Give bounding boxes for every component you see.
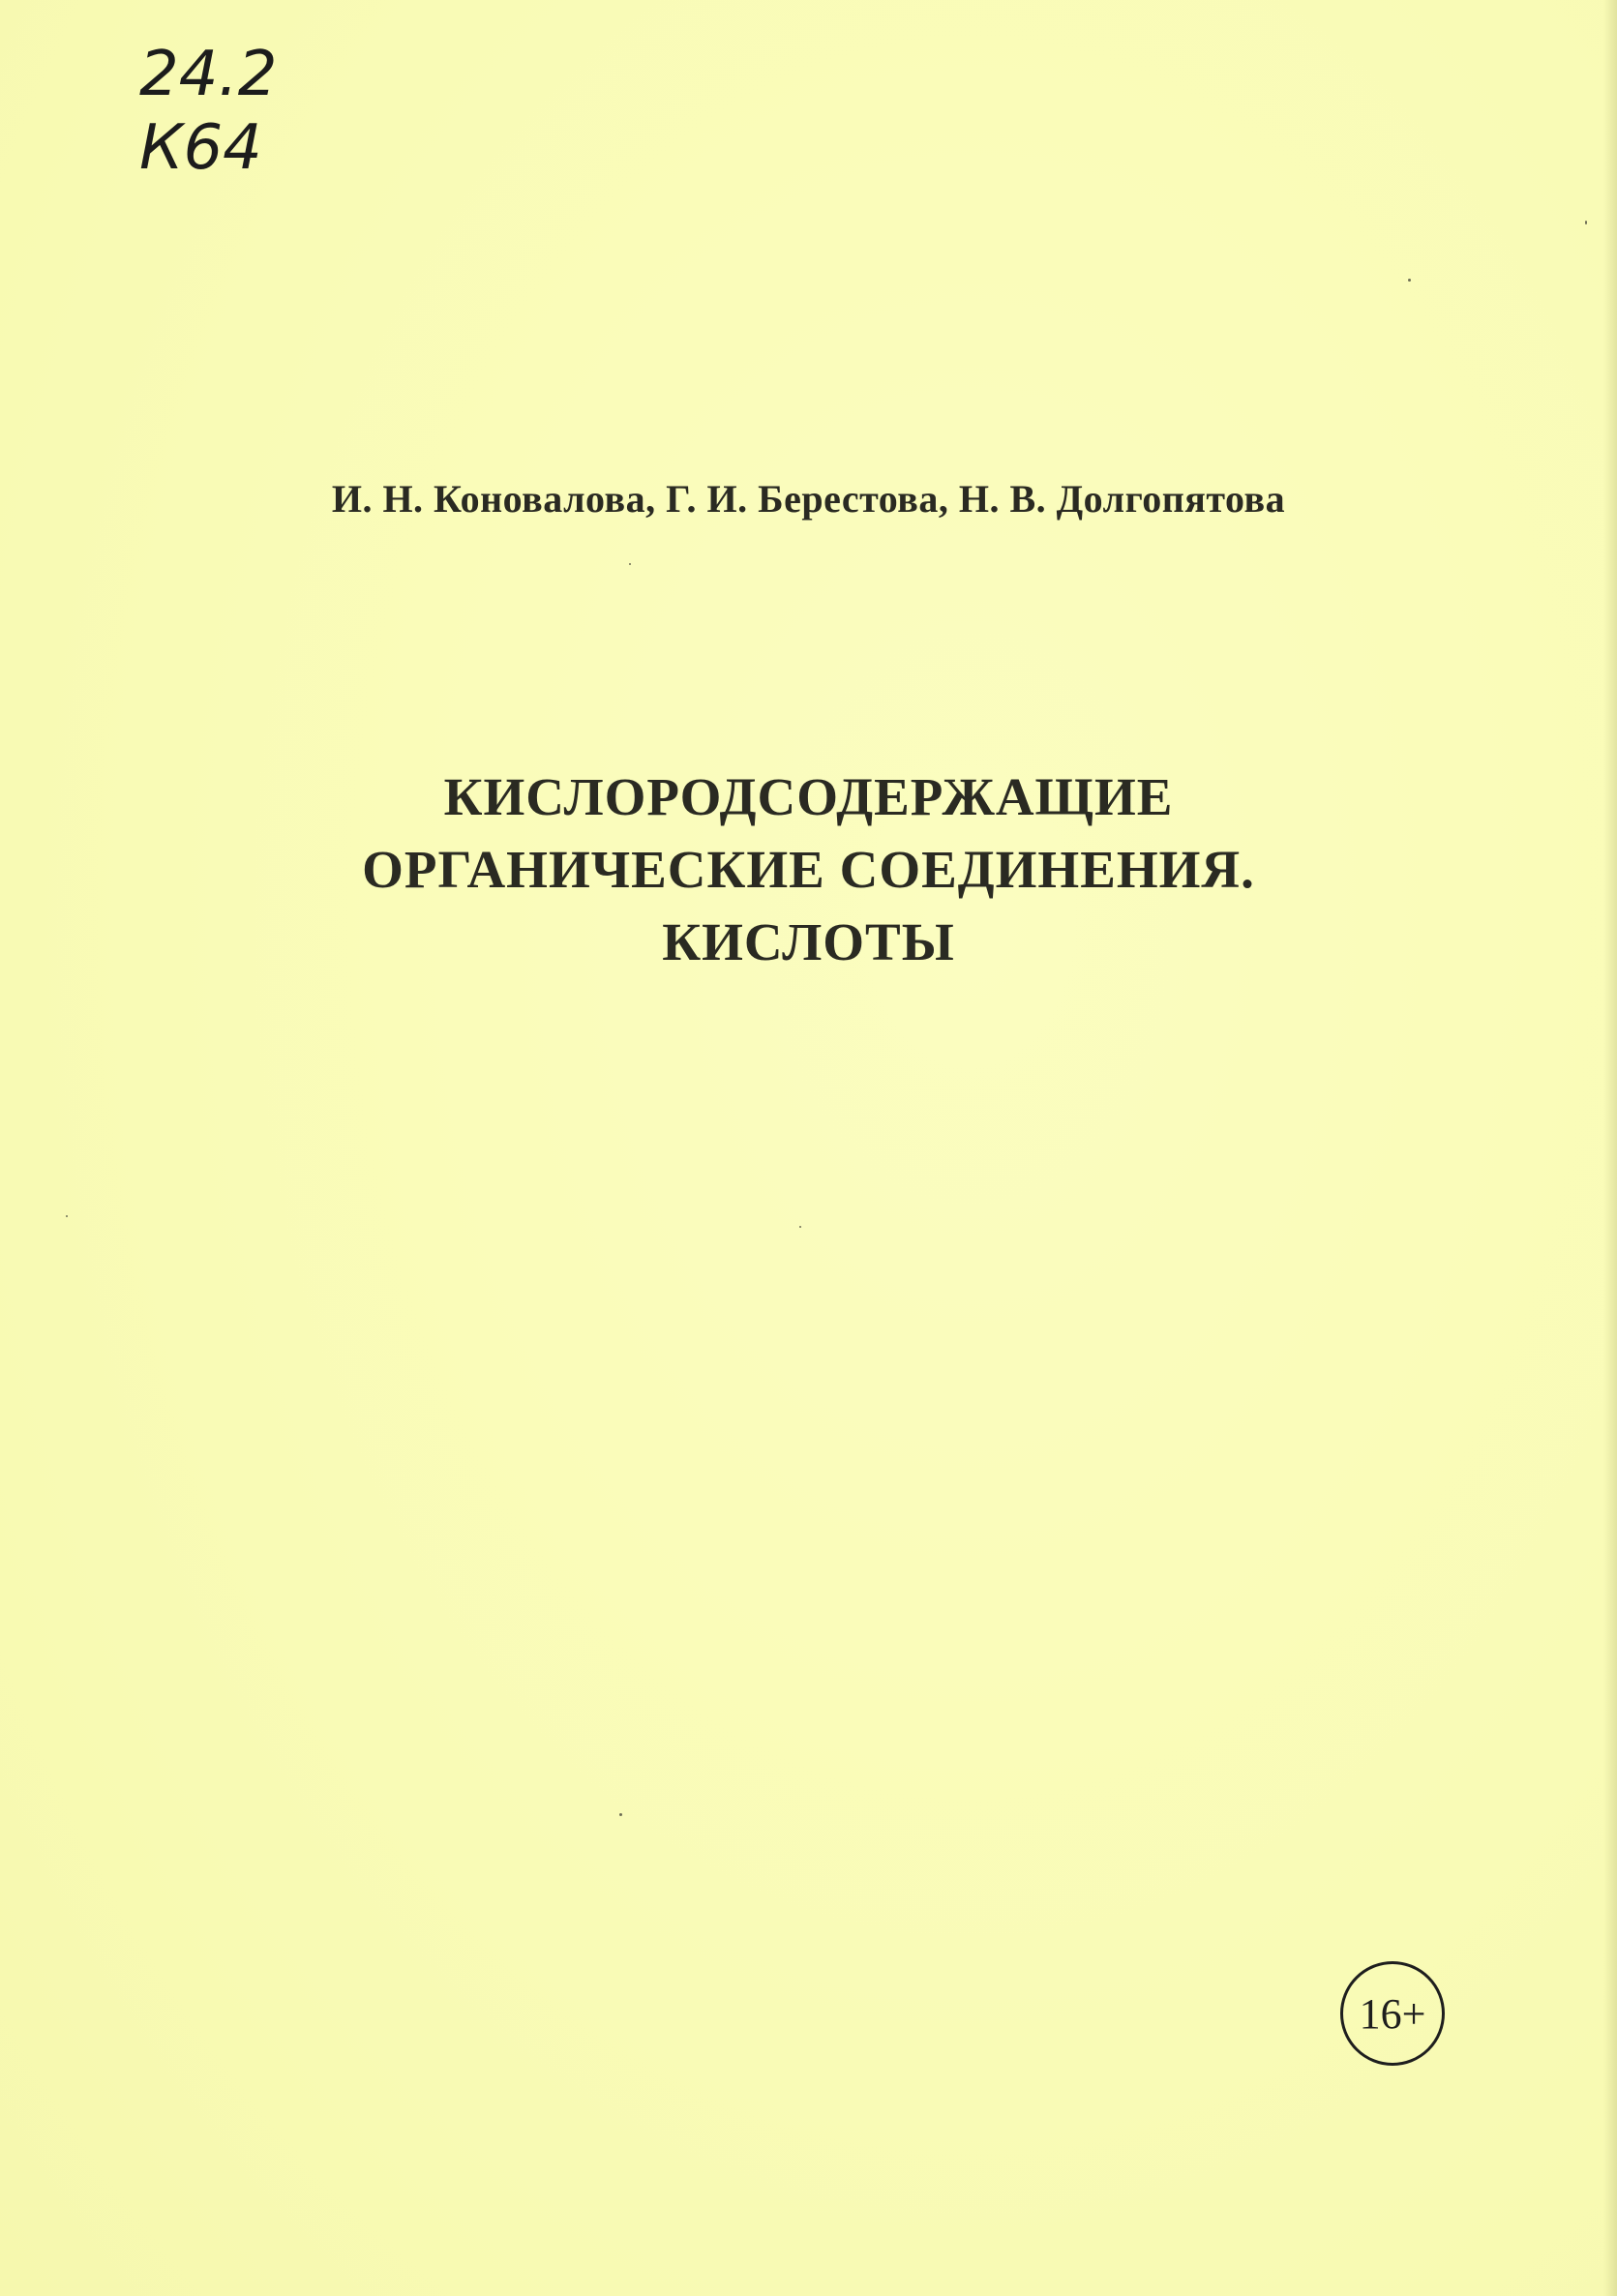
paper-speck — [1408, 279, 1411, 282]
age-rating-badge: 16+ — [1340, 1961, 1445, 2066]
title-line-1: КИСЛОРОДСОДЕРЖАЩИЕ — [443, 767, 1174, 826]
paper-speck — [66, 1215, 68, 1217]
handwritten-shelfmark — [135, 39, 329, 184]
paper-speck — [619, 1813, 622, 1816]
paper-speck — [1585, 221, 1587, 224]
page-edge-shadow — [1603, 0, 1617, 2296]
paper-speck — [799, 1226, 801, 1228]
shelfmark-svg — [135, 39, 329, 184]
shelfmark-line-2: К64 — [139, 112, 262, 184]
shelfmark-line-1: 24.2 — [139, 39, 278, 110]
title-line-2: ОРГАНИЧЕСКИЕ СОЕДИНЕНИЯ. — [362, 840, 1255, 899]
authors-line: И. Н. Коновалова, Г. И. Берестова, Н. В. Долгопятова — [331, 477, 1286, 521]
title-line-3: КИСЛОТЫ — [662, 912, 955, 971]
paper-speck — [629, 563, 631, 565]
book-title — [0, 760, 1617, 978]
